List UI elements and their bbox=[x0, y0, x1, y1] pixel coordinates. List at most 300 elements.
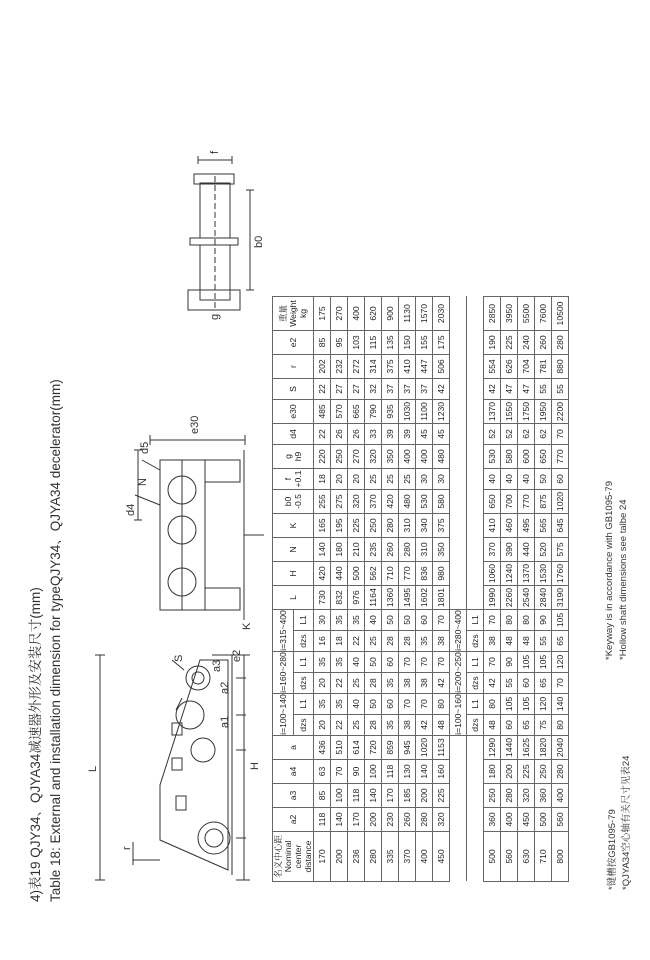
table-cell: 20 bbox=[314, 715, 331, 736]
table-cell: 40 bbox=[348, 694, 365, 715]
table-cell: 30 bbox=[416, 469, 433, 490]
table-cell: 70 bbox=[484, 652, 501, 673]
table-cell: 580 bbox=[433, 490, 450, 514]
table-cell: 35 bbox=[331, 694, 348, 715]
table-cell: 50 bbox=[399, 610, 416, 631]
table-cell: 320 bbox=[348, 490, 365, 514]
table-cell: 230 bbox=[382, 808, 399, 832]
table-cell: 33 bbox=[365, 424, 382, 445]
table-cell: 103 bbox=[348, 331, 365, 355]
footnote-cn-2: *QJYA34空心轴有关尺寸见表24 bbox=[621, 755, 632, 890]
table-cell: 35 bbox=[348, 610, 365, 631]
table-cell: 836 bbox=[416, 562, 433, 586]
table-cell: 210 bbox=[348, 538, 365, 562]
table-cell: 440 bbox=[331, 562, 348, 586]
table-cell: 185 bbox=[399, 784, 416, 808]
table-cell: 1990 bbox=[484, 586, 501, 610]
table-cell: 105 bbox=[552, 610, 569, 631]
table-cell: 115 bbox=[365, 331, 382, 355]
table-cell: 770 bbox=[518, 490, 535, 514]
shaft-detail-drawing bbox=[188, 156, 254, 310]
table-cell: 140 bbox=[331, 808, 348, 832]
table-cell: 400 bbox=[399, 445, 416, 469]
table-cell: 360 bbox=[535, 784, 552, 808]
table-cell: 35 bbox=[331, 610, 348, 631]
table-cell: 22 bbox=[314, 424, 331, 445]
header-weight-unit: kg bbox=[298, 308, 308, 319]
header-a4: a4 bbox=[273, 760, 314, 784]
table-cell: 120 bbox=[552, 652, 569, 673]
table-cell: 200 bbox=[416, 784, 433, 808]
table-cell: 105 bbox=[501, 694, 518, 715]
table-cell: 200 bbox=[331, 832, 348, 882]
table-cell: 130 bbox=[399, 760, 416, 784]
table-cell: 26 bbox=[331, 424, 348, 445]
header-K: K bbox=[273, 514, 314, 538]
header-weight-cn: 重量 bbox=[278, 304, 288, 323]
table-cell: 10500 bbox=[552, 297, 569, 331]
table-cell: 70 bbox=[399, 694, 416, 715]
table-cell: 105 bbox=[518, 652, 535, 673]
table-cell: 340 bbox=[416, 514, 433, 538]
table-cell: 450 bbox=[518, 808, 535, 832]
table-cell: 60 bbox=[552, 469, 569, 490]
table-title-en: Table 18: External and installation dimension for typeQJY34、QJYA34 decelerator(mm) bbox=[48, 379, 63, 902]
table-row bbox=[348, 297, 365, 882]
table-cell: 140 bbox=[314, 538, 331, 562]
table-cell: 52 bbox=[501, 424, 518, 445]
table-cell: 22 bbox=[331, 715, 348, 736]
table-cell: 20 bbox=[314, 673, 331, 694]
dim-label-e30: e30 bbox=[189, 415, 201, 434]
table-cell: 47 bbox=[501, 379, 518, 400]
header-a: a bbox=[273, 736, 314, 760]
table-cell: 1370 bbox=[518, 562, 535, 586]
table-cell: 70 bbox=[331, 760, 348, 784]
table-cell: 440 bbox=[518, 538, 535, 562]
table-cell: 1360 bbox=[382, 586, 399, 610]
table-cell: 400 bbox=[416, 445, 433, 469]
table-cell: 170 bbox=[382, 784, 399, 808]
table-cell: 190 bbox=[484, 331, 501, 355]
table-cell: 37 bbox=[416, 379, 433, 400]
table-cell: 3190 bbox=[552, 586, 569, 610]
table-cell: 100 bbox=[365, 760, 382, 784]
table-cell: 270 bbox=[348, 445, 365, 469]
table-cell: 2260 bbox=[501, 586, 518, 610]
table-cell: 800 bbox=[552, 832, 569, 882]
table-cell: 710 bbox=[382, 562, 399, 586]
table-cell: 280 bbox=[416, 808, 433, 832]
table-cell: 1495 bbox=[399, 586, 416, 610]
table-cell: 60 bbox=[501, 715, 518, 736]
table-cell: 375 bbox=[382, 355, 399, 379]
table-cell: 60 bbox=[518, 673, 535, 694]
table-cell: 80 bbox=[518, 610, 535, 631]
table-cell: 570 bbox=[331, 400, 348, 424]
table-cell: 225 bbox=[518, 760, 535, 784]
header-g-tolerance: h9 bbox=[293, 451, 303, 462]
dim-label-d4: d4 bbox=[125, 503, 137, 516]
table-cell: 35 bbox=[331, 652, 348, 673]
table-cell: 22 bbox=[348, 631, 365, 652]
table-cell: 1550 bbox=[501, 400, 518, 424]
table-cell: 480 bbox=[433, 445, 450, 469]
table-cell: 70 bbox=[416, 694, 433, 715]
table-cell: 35 bbox=[382, 673, 399, 694]
dim-label-e2: e2 bbox=[231, 649, 243, 662]
footnote-en-2: *Hollow shaft dimensions see talbe 24 bbox=[618, 499, 629, 660]
table-cell: 2040 bbox=[552, 736, 569, 760]
table-cell: 55 bbox=[552, 379, 569, 400]
table-cell: 1100 bbox=[416, 400, 433, 424]
table-cell: 1570 bbox=[416, 297, 433, 331]
table-cell: 370 bbox=[365, 490, 382, 514]
table-cell: 500 bbox=[535, 808, 552, 832]
table-cell: 80 bbox=[433, 694, 450, 715]
table-cell: 630 bbox=[518, 832, 535, 882]
dim-label-g: g bbox=[209, 313, 221, 320]
header-f-label: f bbox=[283, 477, 293, 481]
table-cell: 80 bbox=[501, 610, 518, 631]
group-2-subheader-row bbox=[467, 297, 484, 882]
table-cell: 18 bbox=[331, 631, 348, 652]
table-cell: 55 bbox=[501, 673, 518, 694]
table-cell: 320 bbox=[365, 445, 382, 469]
table-cell: 62 bbox=[518, 424, 535, 445]
table-cell: 370 bbox=[484, 538, 501, 562]
table-cell: 310 bbox=[416, 538, 433, 562]
blank-cell bbox=[467, 297, 484, 610]
table-cell: 195 bbox=[331, 514, 348, 538]
table-cell: 140 bbox=[365, 784, 382, 808]
table-cell: 55 bbox=[535, 379, 552, 400]
table-row bbox=[518, 297, 535, 882]
table-cell: 48 bbox=[518, 631, 535, 652]
header-ratio-range-1: i=100~140 bbox=[273, 694, 294, 736]
table-cell: 790 bbox=[365, 400, 382, 424]
table-cell: 120 bbox=[535, 694, 552, 715]
header-sub-d: dzs bbox=[467, 631, 484, 652]
table-cell: 62 bbox=[535, 424, 552, 445]
table-cell: 200 bbox=[501, 760, 518, 784]
table-cell: 554 bbox=[484, 355, 501, 379]
header-sub-l: L1 bbox=[467, 610, 484, 631]
table-cell: 1153 bbox=[433, 736, 450, 760]
header-dist-en1: Nominal center bbox=[283, 840, 303, 873]
table-body-group-1 bbox=[314, 297, 450, 882]
table-cell: 75 bbox=[535, 715, 552, 736]
header-N: N bbox=[273, 538, 314, 562]
table-cell: 275 bbox=[331, 490, 348, 514]
table-cell: 976 bbox=[348, 586, 365, 610]
table-cell: 945 bbox=[399, 736, 416, 760]
table-row bbox=[501, 297, 518, 882]
table-cell: 225 bbox=[433, 784, 450, 808]
table-cell: 565 bbox=[535, 514, 552, 538]
dim-label-d5: d5 bbox=[139, 441, 151, 454]
table-cell: 410 bbox=[399, 355, 416, 379]
table-cell: 260 bbox=[382, 538, 399, 562]
table-cell: 25 bbox=[399, 469, 416, 490]
table-title-cn: 4)表19 QJY34、QJYA34减速器外形及安装尺寸(mm) bbox=[28, 587, 43, 902]
table-cell: 25 bbox=[348, 673, 365, 694]
table-row bbox=[382, 297, 399, 882]
table-cell: 250 bbox=[365, 514, 382, 538]
header-r: r bbox=[273, 355, 314, 379]
table-cell: 1750 bbox=[518, 400, 535, 424]
table-cell: 18 bbox=[314, 469, 331, 490]
header-dist-cn: 名义中心距 bbox=[273, 835, 283, 878]
table-cell: 42 bbox=[433, 673, 450, 694]
table-cell: 645 bbox=[552, 514, 569, 538]
table-cell: 420 bbox=[314, 562, 331, 586]
table-cell: 35 bbox=[416, 631, 433, 652]
table-cell: 260 bbox=[399, 808, 416, 832]
header-ratio-range-3b: i=280~400 bbox=[450, 610, 467, 652]
dim-label-L: L bbox=[87, 765, 99, 772]
table-cell: 50 bbox=[382, 610, 399, 631]
header-e2: e2 bbox=[273, 331, 314, 355]
table-cell: 255 bbox=[314, 490, 331, 514]
table-cell: 90 bbox=[501, 652, 518, 673]
table-cell: 320 bbox=[518, 784, 535, 808]
header-ratio-range-2: i=160~280 bbox=[273, 652, 294, 694]
side-view-drawing bbox=[134, 435, 264, 620]
header-nominal-distance bbox=[273, 832, 314, 882]
table-cell: 700 bbox=[501, 490, 518, 514]
table-cell: 2030 bbox=[433, 297, 450, 331]
table-cell: 38 bbox=[484, 631, 501, 652]
table-cell: 105 bbox=[518, 694, 535, 715]
table-cell: 500 bbox=[484, 832, 501, 882]
table-cell: 25 bbox=[348, 715, 365, 736]
table-cell: 1164 bbox=[365, 586, 382, 610]
header-f-tolerance: +0.1 bbox=[293, 470, 303, 488]
table-cell: 370 bbox=[399, 832, 416, 882]
table-row bbox=[433, 297, 450, 882]
blank-cell bbox=[450, 736, 467, 882]
table-cell: 236 bbox=[348, 832, 365, 882]
table-cell: 60 bbox=[382, 652, 399, 673]
table-cell: 580 bbox=[501, 445, 518, 469]
header-d4: d4 bbox=[273, 424, 314, 445]
table-cell: 42 bbox=[484, 673, 501, 694]
header-sub-d: dzs bbox=[293, 673, 314, 694]
table-cell: 65 bbox=[552, 631, 569, 652]
table-cell: 70 bbox=[433, 652, 450, 673]
table-cell: 1060 bbox=[484, 562, 501, 586]
table-cell: 450 bbox=[433, 832, 450, 882]
table-cell: 880 bbox=[552, 355, 569, 379]
table-cell: 45 bbox=[433, 424, 450, 445]
table-cell: 390 bbox=[501, 538, 518, 562]
header-sub-l: L1 bbox=[467, 652, 484, 673]
header-ratio-range-1b: i=100~160 bbox=[450, 694, 467, 736]
table-cell: 420 bbox=[382, 490, 399, 514]
table-cell: 52 bbox=[484, 424, 501, 445]
header-weight bbox=[273, 297, 314, 331]
table-cell: 170 bbox=[348, 808, 365, 832]
table-cell: 25 bbox=[365, 631, 382, 652]
table-cell: 1290 bbox=[484, 736, 501, 760]
dim-label-H: H bbox=[249, 762, 261, 770]
dimension-table bbox=[272, 296, 569, 882]
table-cell: 30 bbox=[314, 610, 331, 631]
table-cell: 65 bbox=[518, 715, 535, 736]
table-cell: 350 bbox=[382, 445, 399, 469]
table-cell: 70 bbox=[433, 610, 450, 631]
table-cell: 859 bbox=[382, 736, 399, 760]
table-cell: 28 bbox=[365, 715, 382, 736]
header-ratio-range-2b: i=200~250 bbox=[450, 652, 467, 694]
header-sub-d: dzs bbox=[293, 631, 314, 652]
table-cell: 614 bbox=[348, 736, 365, 760]
table-cell: 32 bbox=[365, 379, 382, 400]
table-cell: 85 bbox=[314, 331, 331, 355]
table-cell: 506 bbox=[433, 355, 450, 379]
table-cell: 1440 bbox=[501, 736, 518, 760]
table-body-group-2 bbox=[484, 297, 569, 882]
table-cell: 35 bbox=[314, 694, 331, 715]
dim-label-k: K bbox=[241, 622, 253, 630]
blank-cell bbox=[450, 297, 467, 610]
table-cell: 560 bbox=[501, 832, 518, 882]
table-cell: 20 bbox=[348, 469, 365, 490]
table-cell: 280 bbox=[382, 514, 399, 538]
table-cell: 730 bbox=[314, 586, 331, 610]
table-cell: 600 bbox=[518, 445, 535, 469]
header-b0-tolerance: -0.5 bbox=[293, 494, 303, 509]
table-cell: 26 bbox=[348, 424, 365, 445]
table-cell: 100 bbox=[331, 784, 348, 808]
table-cell: 250 bbox=[535, 760, 552, 784]
header-dist-en2: distance bbox=[303, 840, 313, 873]
table-cell: 232 bbox=[331, 355, 348, 379]
table-row bbox=[416, 297, 433, 882]
header-f bbox=[273, 469, 314, 490]
table-cell: 485 bbox=[314, 400, 331, 424]
table-cell: 2540 bbox=[518, 586, 535, 610]
footnote-en-1: *Keyway is in accordance with GB1095-79 bbox=[604, 480, 615, 660]
table-cell: 400 bbox=[552, 784, 569, 808]
dim-label-f: f bbox=[209, 150, 221, 154]
table-cell: 575 bbox=[552, 538, 569, 562]
table-cell: 530 bbox=[416, 490, 433, 514]
table-cell: 118 bbox=[348, 784, 365, 808]
header-sub-l: L1 bbox=[293, 652, 314, 673]
table-cell: 375 bbox=[433, 514, 450, 538]
table-cell: 770 bbox=[552, 445, 569, 469]
header-g bbox=[273, 445, 314, 469]
table-cell: 562 bbox=[365, 562, 382, 586]
header-L: L bbox=[273, 586, 314, 610]
table-cell: 510 bbox=[331, 736, 348, 760]
table-cell: 460 bbox=[501, 514, 518, 538]
table-cell: 436 bbox=[314, 736, 331, 760]
table-cell: 2840 bbox=[535, 586, 552, 610]
table-cell: 39 bbox=[382, 424, 399, 445]
table-cell: 310 bbox=[399, 514, 416, 538]
table-cell: 410 bbox=[484, 514, 501, 538]
table-cell: 70 bbox=[552, 424, 569, 445]
table-cell: 180 bbox=[331, 538, 348, 562]
table-cell: 40 bbox=[484, 469, 501, 490]
table-cell: 28 bbox=[382, 631, 399, 652]
dim-label-s: S bbox=[173, 654, 185, 662]
table-cell: 1230 bbox=[433, 400, 450, 424]
table-cell: 400 bbox=[348, 297, 365, 331]
header-a2: a2 bbox=[273, 808, 314, 832]
table-cell: 781 bbox=[535, 355, 552, 379]
table-cell: 38 bbox=[399, 715, 416, 736]
table-cell: 25 bbox=[382, 469, 399, 490]
table-cell: 90 bbox=[535, 610, 552, 631]
table-cell: 202 bbox=[314, 355, 331, 379]
table-row bbox=[552, 297, 569, 882]
table-cell: 40 bbox=[348, 652, 365, 673]
table-cell: 665 bbox=[348, 400, 365, 424]
table-row bbox=[314, 297, 331, 882]
table-cell: 1602 bbox=[416, 586, 433, 610]
table-cell: 280 bbox=[501, 784, 518, 808]
table-cell: 38 bbox=[399, 673, 416, 694]
table-cell: 165 bbox=[314, 514, 331, 538]
table-cell: 140 bbox=[416, 760, 433, 784]
table-cell: 38 bbox=[416, 673, 433, 694]
table-cell: 447 bbox=[416, 355, 433, 379]
dim-label-a2: a2 bbox=[219, 681, 231, 694]
header-sub-d: dzs bbox=[467, 673, 484, 694]
table-row bbox=[331, 297, 348, 882]
table-cell: 280 bbox=[365, 832, 382, 882]
table-cell: 530 bbox=[484, 445, 501, 469]
table-cell: 70 bbox=[399, 652, 416, 673]
table-cell: 1370 bbox=[484, 400, 501, 424]
table-cell: 37 bbox=[399, 379, 416, 400]
table-cell: 1801 bbox=[433, 586, 450, 610]
table-cell: 28 bbox=[399, 631, 416, 652]
header-S: S bbox=[273, 379, 314, 400]
table-cell: 7600 bbox=[535, 297, 552, 331]
table-cell: 50 bbox=[365, 652, 382, 673]
table-cell: 270 bbox=[331, 297, 348, 331]
table-cell: 280 bbox=[552, 331, 569, 355]
table-cell: 40 bbox=[365, 610, 382, 631]
table-cell: 280 bbox=[552, 760, 569, 784]
table-cell: 40 bbox=[501, 469, 518, 490]
table-cell: 60 bbox=[382, 694, 399, 715]
table-cell: 80 bbox=[484, 694, 501, 715]
table-cell: 200 bbox=[365, 808, 382, 832]
table-cell: 40 bbox=[518, 469, 535, 490]
table-cell: 704 bbox=[518, 355, 535, 379]
table-cell: 495 bbox=[518, 514, 535, 538]
table-cell: 170 bbox=[314, 832, 331, 882]
table-cell: 65 bbox=[535, 673, 552, 694]
table-cell: 272 bbox=[348, 355, 365, 379]
table-cell: 48 bbox=[433, 715, 450, 736]
table-cell: 560 bbox=[552, 808, 569, 832]
table-cell: 20 bbox=[331, 469, 348, 490]
table-cell: 1820 bbox=[535, 736, 552, 760]
table-cell: 400 bbox=[501, 808, 518, 832]
table-cell: 350 bbox=[433, 538, 450, 562]
table-cell: 225 bbox=[348, 514, 365, 538]
table-cell: 935 bbox=[382, 400, 399, 424]
table-cell: 118 bbox=[382, 760, 399, 784]
table-cell: 50 bbox=[365, 694, 382, 715]
